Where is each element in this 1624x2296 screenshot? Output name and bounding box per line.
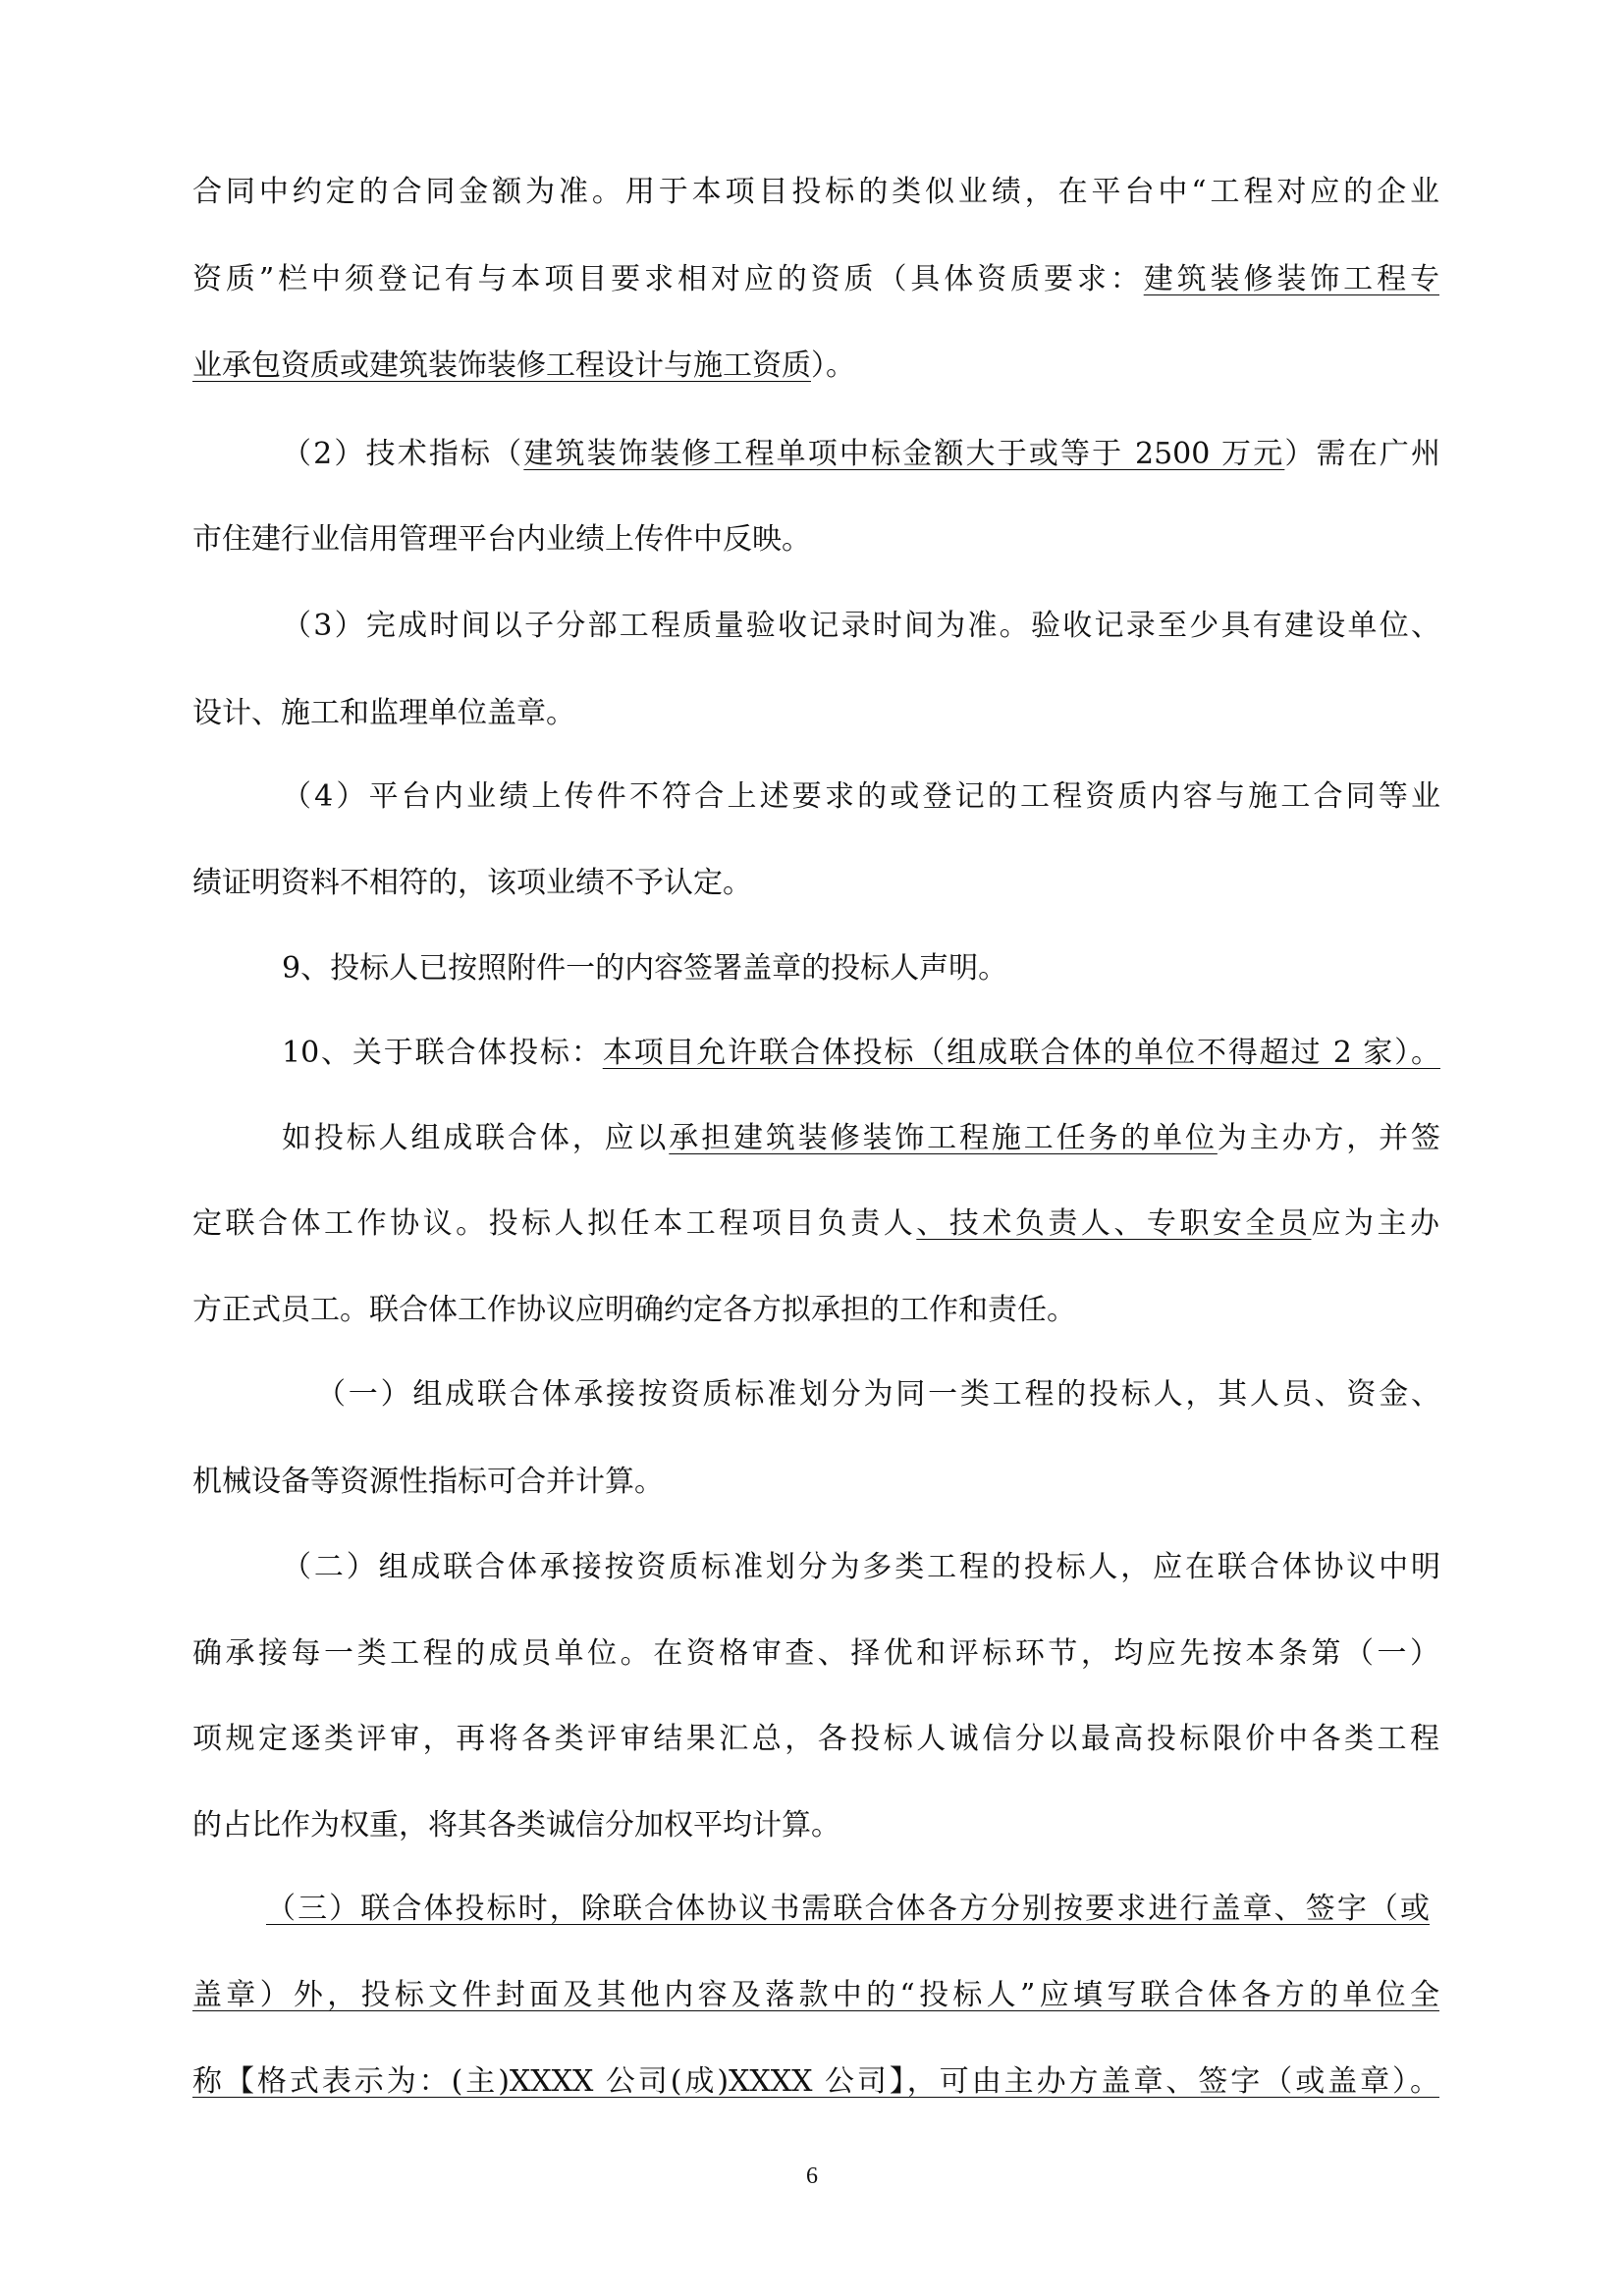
paragraph-10-line-1 [266, 1890, 1430, 1929]
paragraph-8-line-1 [316, 1375, 1440, 1415]
paragraph-7-line-2 [192, 1204, 1439, 1244]
paragraph-1-line-3 [192, 347, 855, 386]
paragraph-7-line-1 [282, 1119, 1440, 1158]
paragraph-10-line-2 [192, 1976, 1439, 2015]
paragraph-4-line-1 [282, 777, 1440, 817]
underlined-text: 建筑装饰装修工程单项中标金额大于或等于 2500 万元 [523, 437, 1285, 471]
underlined-text: （三）联合体投标时，除联合体协议书需联合体各方分别按要求进行盖章、签字（或 [266, 1892, 1430, 1926]
paragraph-5-line-1 [282, 949, 1007, 988]
text-segment: 机械设备等资源性指标可合并计算。 [192, 1465, 664, 1499]
paragraph-4-line-2 [192, 864, 752, 903]
paragraph-2-line-1 [282, 435, 1440, 474]
underlined-text: 建筑装修装饰工程专 [1143, 262, 1439, 296]
text-segment: 9、投标人已按照附件一的内容签署盖章的投标人声明。 [282, 951, 1008, 986]
paragraph-8-line-2 [192, 1463, 664, 1502]
paragraph-9-line-2 [192, 1634, 1439, 1674]
paragraph-7-line-3 [192, 1291, 1076, 1330]
text-segment: 如投标人组成联合体，应以 [282, 1121, 670, 1155]
paragraph-9-line-3 [192, 1720, 1439, 1759]
paragraph-6-line-1 [282, 1034, 1440, 1073]
text-segment: 市住建行业信用管理平台内业绩上传件中反映。 [192, 522, 811, 557]
text-segment: （4）平台内业绩上传件不符合上述要求的或登记的工程资质内容与施工合同等业 [282, 779, 1440, 814]
underlined-text: 盖章）外，投标文件封面及其他内容及落款中的“投标人”应填写联合体各方的单位全 [192, 1978, 1439, 2012]
underlined-text: 、技术负责人、专职安全员 [916, 1206, 1312, 1241]
text-segment: 设计、施工和监理单位盖章。 [192, 696, 575, 730]
text-segment: （二）组成联合体承接按资质标准划分为多类工程的投标人，应在联合体协议中明 [282, 1550, 1440, 1584]
paragraph-9-line-1 [282, 1548, 1440, 1587]
text-segment: （3）完成时间以子分部工程质量验收记录时间为准。验收记录至少具有建设单位、 [282, 609, 1440, 643]
text-segment: 定联合体工作协议。投标人拟任本工程项目负责人 [192, 1206, 917, 1241]
text-segment: 为主办方，并签 [1217, 1121, 1441, 1155]
paragraph-2-line-2 [192, 520, 811, 560]
text-segment: 方正式员工。联合体工作协议应明确约定各方拟承担的工作和责任。 [192, 1293, 1076, 1327]
text-segment: 合同中约定的合同金额为准。用于本项目投标的类似业绩，在平台中“工程对应的企业 [192, 175, 1439, 209]
paragraph-3-line-2 [192, 694, 575, 733]
text-segment: （一）组成联合体承接按资质标准划分为同一类工程的投标人，其人员、资金、 [316, 1377, 1440, 1412]
text-segment: ）。 [811, 348, 855, 383]
text-segment: ）需在广州 [1284, 437, 1441, 471]
paragraph-1-line-2 [192, 260, 1439, 299]
paragraph-1-line-1 [192, 173, 1439, 212]
text-segment: 绩证明资料不相符的，该项业绩不予认定。 [192, 866, 752, 900]
underlined-text: 称【格式表示为：(主)XXXX 公司(成)XXXX 公司】，可由主办方盖章、签字（或盖章）。 [192, 2064, 1439, 2099]
paragraph-3-line-1 [282, 607, 1440, 646]
text-segment: 10、关于联合体投标： [282, 1036, 603, 1070]
paragraph-9-line-4 [192, 1806, 840, 1845]
text-segment: 项规定逐类评审，再将各类评审结果汇总，各投标人诚信分以最高投标限价中各类工程 [192, 1722, 1439, 1756]
underlined-text: 业承包资质或建筑装饰装修工程设计与施工资质 [192, 348, 811, 383]
text-segment: （2）技术指标（ [282, 437, 524, 471]
paragraph-10-line-3 [192, 2062, 1439, 2102]
text-segment: 确承接每一类工程的成员单位。在资格审查、择优和评标环节，均应先按本条第（一） [192, 1636, 1439, 1671]
underlined-text: 本项目允许联合体投标（组成联合体的单位不得超过 2 家）。 [602, 1036, 1440, 1070]
underlined-text: 承担建筑装修装饰工程施工任务的单位 [669, 1121, 1218, 1155]
text-segment: 的占比作为权重，将其各类诚信分加权平均计算。 [192, 1808, 840, 1842]
text-segment: 资质”栏中须登记有与本项目要求相对应的资质（具体资质要求： [192, 262, 1144, 296]
text-segment: 应为主办 [1311, 1206, 1440, 1241]
page-number: 6 [806, 2163, 818, 2189]
